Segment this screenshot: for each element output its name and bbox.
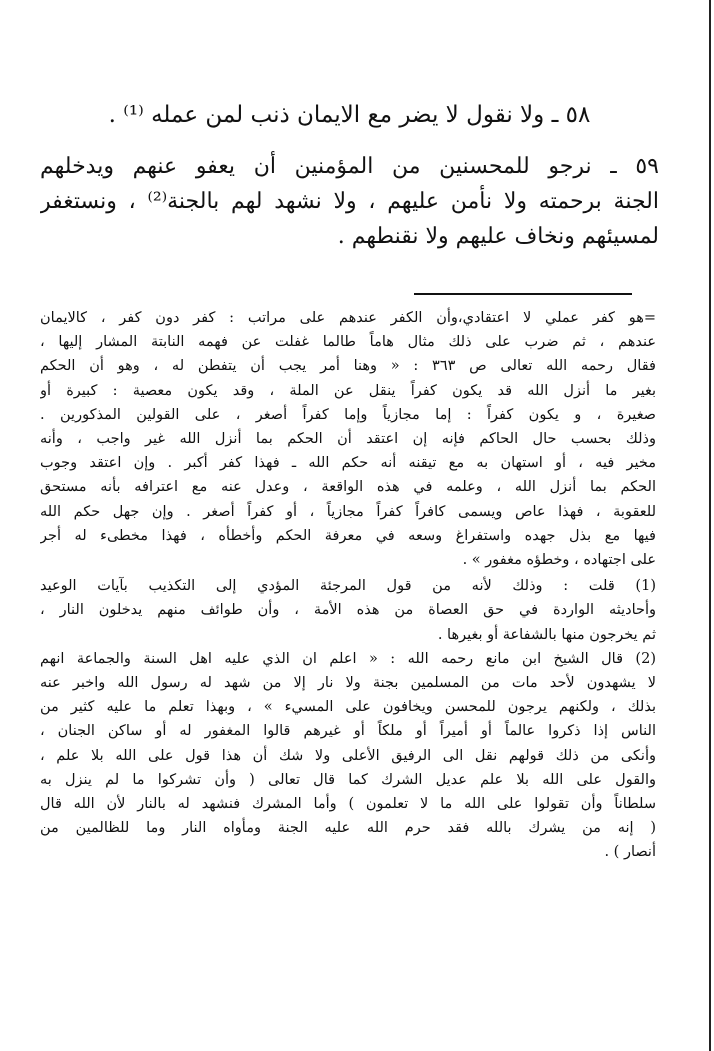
footnote-line: مخير فيه ، أو استهان به مع تيقنه أنه حكم الله ـ فهذا كفر أكبر . وإن اعتقد وجوب <box>40 455 656 472</box>
footnote-continued <box>40 306 656 572</box>
footnote-line: وذلك بحسب حال الحاكم فإنه إن اعتقد أن الحكم بما أنزل الله غير واجب ، وأنه <box>40 431 656 448</box>
footnotes <box>40 306 656 865</box>
footnote-divider <box>414 293 632 295</box>
footnote-line: بغير ما أنزل الله قد يكون كفراً ينقل عن الملة ، وقد يكون معصية : كبيرة أو <box>40 382 656 399</box>
main-text <box>40 95 659 254</box>
page-edge-rule <box>709 0 711 1051</box>
footnote-line: عندهم ، ثم ضرب على ذلك مثال هاماً طالما غفلت عن فهمه النابتة المشار إليها ، <box>40 334 656 351</box>
footnote-line: لا يشهدون لأحد مات من المسلمين بجنة ولا نار إلا من شهد له رسول الله واخبر عنه <box>40 675 656 692</box>
footnote-line: فيها مع بذل جهده واستفراغ وسعه في معرفة الحكم وأخطأه ، فهذا مخطىء له أجر <box>40 527 656 544</box>
footnote-line: والقول على الله بلا علم عديل الشرك كما قال تعالى ( وأن تشركوا ما لم ينزل به <box>40 771 656 788</box>
footnote-line: بذلك ، ولكنهم يرجون للمحسن ويخافون على المسيء » ، وبهذا تعلم ما عليه كثير من <box>40 699 656 716</box>
footnote-2 <box>40 647 656 865</box>
footnote-line: وأحاديثه الواردة في حق العصاة من هذه الأمة ، وأن طوائف منهم يدخلون النار ، <box>40 602 656 619</box>
footnote-line: الناس إذا ذكروا عالماً أو أميراً أو ملكاً أو غيرهم قالوا المغفور له أو ساكن الجنان ، <box>40 723 656 740</box>
footnote-line: على اجتهاده ، وخطؤه مغفور » . <box>462 552 656 569</box>
footnote-line: وأنكى من ذلك قولهم نقل الى الرفيق الأعلى ولا شك أن هذا قول على الله بلا علم ، <box>40 747 656 764</box>
footnote-line: (1) قلت : وذلك لأنه من قول المرجئة المؤدي إلى التكذيب بآيات الوعيد <box>40 578 656 595</box>
item-58: ٥٨ ـ ولا نقول لا يضر مع الايمان ذنب لمن عمله ⁽¹⁾ . <box>108 102 591 128</box>
footnote-line: ( إنه من يشرك بالله فقد حرم الله عليه الجنة ومأواه النار وما للظالمين من <box>40 820 656 837</box>
item-59 <box>40 149 659 254</box>
footnote-line: (2) قال الشيخ ابن مانع رحمه الله : « اعلم ان الذي عليه اهل السنة والجماعة انهم <box>40 650 656 667</box>
item-59-line: ٥٩ ـ نرجو للمحسنين من المؤمنين أن يعفو عنهم ويدخلهم <box>40 154 659 179</box>
footnote-1 <box>40 574 656 647</box>
footnote-line: سلطاناً وأن تقولوا على الله ما لا تعلمون ) وأما المشرك فنشهد له بالنار لأن الله قال <box>40 796 656 813</box>
footnote-line: فقال رحمه الله تعالى ص ٣٦٣ : « وهنا أمر يجب أن يتفطن له ، وهو أن الحكم <box>40 358 656 375</box>
footnote-line: للعقوبة ، فهذا عاص ويسمى كافراً كفراً مجازياً ، أو كفراً أصغر . وإن جهل حكم الله <box>40 503 656 520</box>
footnote-line: ثم يخرجون منها بالشفاعة أو بغيرها . <box>437 626 656 643</box>
footnote-line: أنصار ) . <box>604 844 656 861</box>
footnote-line: =هو كفر عملي لا اعتقادي،وأن الكفر عندهم على مراتب : كفر دون كفر ، كالايمان <box>40 310 656 326</box>
item-59-line: الجنة برحمته ولا نأمن عليهم ، ولا نشهد لهم بالجنة⁽²⁾ ، ونستغفر <box>40 189 659 214</box>
item-59-line: لمسيئهم ونخاف عليهم ولا نقنطهم . <box>337 224 659 249</box>
footnote-line: الحكم بما أنزل الله ، وعلمه في هذه الواقعة ، وعدل عنه مع اعترافه بأنه مستحق <box>40 479 656 496</box>
footnote-line: صغيرة ، و يكون كفراً : إما مجازياً وإما كفراً أصغر ، على القولين المذكورين . <box>40 406 656 423</box>
